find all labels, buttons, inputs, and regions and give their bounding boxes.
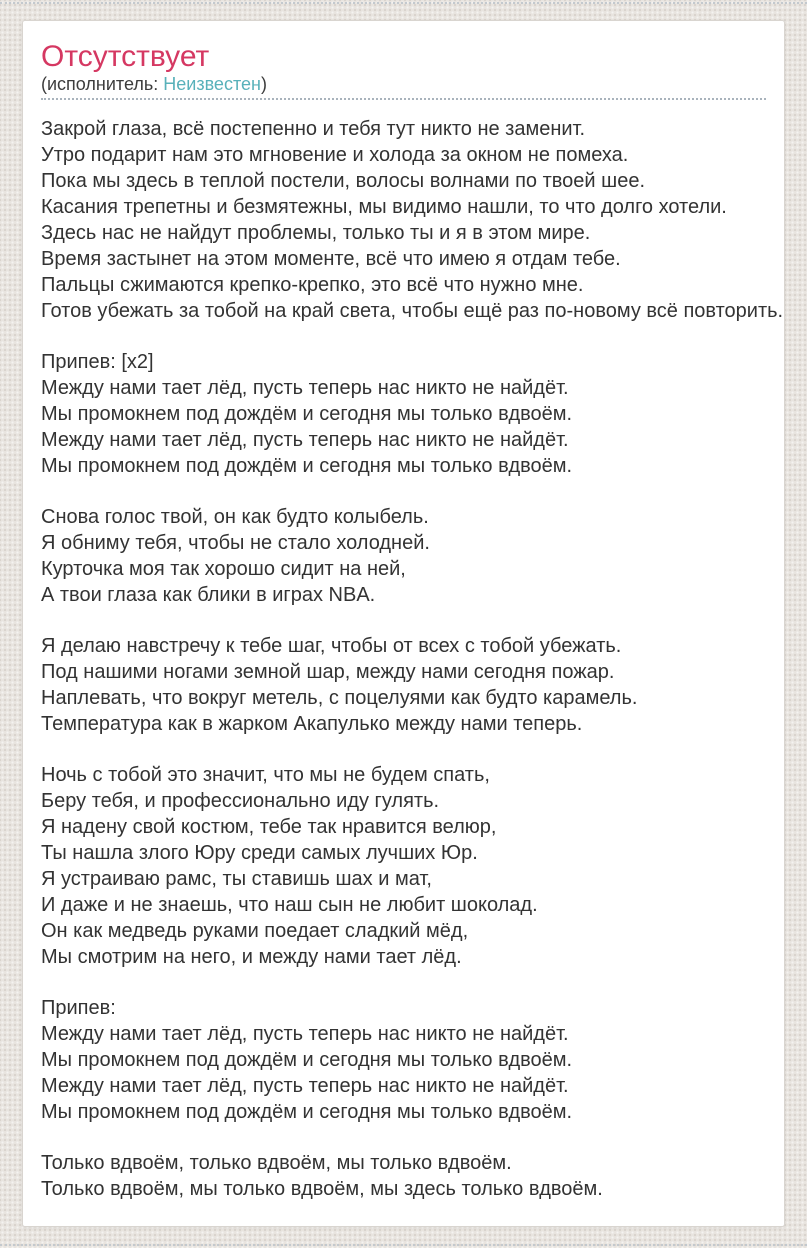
lyric-line: Я надену свой костюм, тебе так нравится велюр, bbox=[41, 816, 497, 838]
lyric-line: Под нашими ногами земной шар, между нами сегодня пожар. bbox=[41, 661, 615, 683]
lyrics-card bbox=[22, 20, 785, 1227]
lyric-line: Касания трепетны и безмятежны, мы видимо нашли, то что долго хотели. bbox=[41, 196, 727, 218]
lyrics-text bbox=[41, 116, 784, 1202]
lyric-line: Температура как в жарком Акапулько между нами теперь. bbox=[41, 713, 583, 735]
lyric-line: Припев: [x2] bbox=[41, 351, 154, 373]
lyric-line: Только вдвоём, только вдвоём, мы только вдвоём. bbox=[41, 1152, 512, 1174]
lyric-line: Между нами тает лёд, пусть теперь нас никто не найдёт. bbox=[41, 1075, 569, 1097]
dotted-divider bbox=[41, 98, 766, 100]
stanza bbox=[41, 504, 766, 608]
lyric-line: Мы промокнем под дождём и сегодня мы только вдвоём. bbox=[41, 403, 573, 425]
lyric-line: Закрой глаза, всё постепенно и тебя тут никто не заменит. bbox=[41, 118, 586, 140]
lyric-line: Утро подарит нам это мгновение и холода за окном не помеха. bbox=[41, 144, 629, 166]
stanza bbox=[41, 116, 784, 324]
lyric-line: Между нами тает лёд, пусть теперь нас никто не найдёт. bbox=[41, 429, 569, 451]
stanza bbox=[41, 633, 766, 737]
lyric-line: Ночь с тобой это значит, что мы не будем спать, bbox=[41, 764, 490, 786]
stanza bbox=[41, 1150, 766, 1202]
stanza bbox=[41, 995, 766, 1125]
lyric-line: И даже и не знаешь, что наш сын не любит шоколад. bbox=[41, 894, 538, 916]
lyric-line: Беру тебя, и профессионально иду гулять. bbox=[41, 790, 440, 812]
artist-line bbox=[41, 73, 766, 95]
lyric-line: А твои глаза как блики в играх NBA. bbox=[41, 584, 376, 606]
lyric-line: Время застынет на этом моменте, всё что имею я отдам тебе. bbox=[41, 248, 621, 270]
lyric-line: Между нами тает лёд, пусть теперь нас никто не найдёт. bbox=[41, 377, 569, 399]
lyric-line: Ты нашла злого Юру среди самых лучших Юр. bbox=[41, 842, 478, 864]
lyric-line: Я делаю навстречу к тебе шаг, чтобы от всех с тобой убежать. bbox=[41, 635, 622, 657]
lyric-line: Здесь нас не найдут проблемы, только ты и я в этом мире. bbox=[41, 222, 591, 244]
lyric-line: Мы промокнем под дождём и сегодня мы только вдвоём. bbox=[41, 1101, 573, 1123]
lyric-line: Готов убежать за тобой на край света, чтобы ещё раз по-новому всё повторить. bbox=[41, 300, 784, 322]
lyric-line: Я устраиваю рамс, ты ставишь шах и мат, bbox=[41, 868, 432, 890]
artist-label: (исполнитель: bbox=[41, 74, 164, 94]
lyric-line: Между нами тает лёд, пусть теперь нас никто не найдёт. bbox=[41, 1023, 569, 1045]
song-title: Отсутствует bbox=[41, 40, 210, 73]
lyric-line: Только вдвоём, мы только вдвоём, мы здесь только вдвоём. bbox=[41, 1178, 603, 1200]
lyric-line: Мы смотрим на него, и между нами тает лёд. bbox=[41, 946, 462, 968]
artist-line-suffix: ) bbox=[260, 74, 267, 94]
artist-link[interactable]: Неизвестен bbox=[163, 74, 261, 94]
stanza bbox=[41, 349, 766, 479]
stanza bbox=[41, 762, 766, 970]
lyric-line: Он как медведь руками поедает сладкий мёд, bbox=[41, 920, 469, 942]
lyric-line: Наплевать, что вокруг метель, с поцелуями как будто карамель. bbox=[41, 687, 638, 709]
lyric-line: Мы промокнем под дождём и сегодня мы только вдвоём. bbox=[41, 1049, 573, 1071]
lyric-line: Снова голос твой, он как будто колыбель. bbox=[41, 506, 429, 528]
lyric-line: Мы промокнем под дождём и сегодня мы только вдвоём. bbox=[41, 455, 573, 477]
lyric-line: Курточка моя так хорошо сидит на ней, bbox=[41, 558, 406, 580]
lyric-line: Пока мы здесь в теплой постели, волосы волнами по твоей шее. bbox=[41, 170, 645, 192]
lyric-line: Я обниму тебя, чтобы не стало холодней. bbox=[41, 532, 430, 554]
bottom-dashed-divider bbox=[0, 1244, 807, 1246]
lyric-line: Пальцы сжимаются крепко-крепко, это всё что нужно мне. bbox=[41, 274, 584, 296]
top-dashed-divider bbox=[0, 2, 807, 4]
lyric-line: Припев: bbox=[41, 997, 116, 1019]
